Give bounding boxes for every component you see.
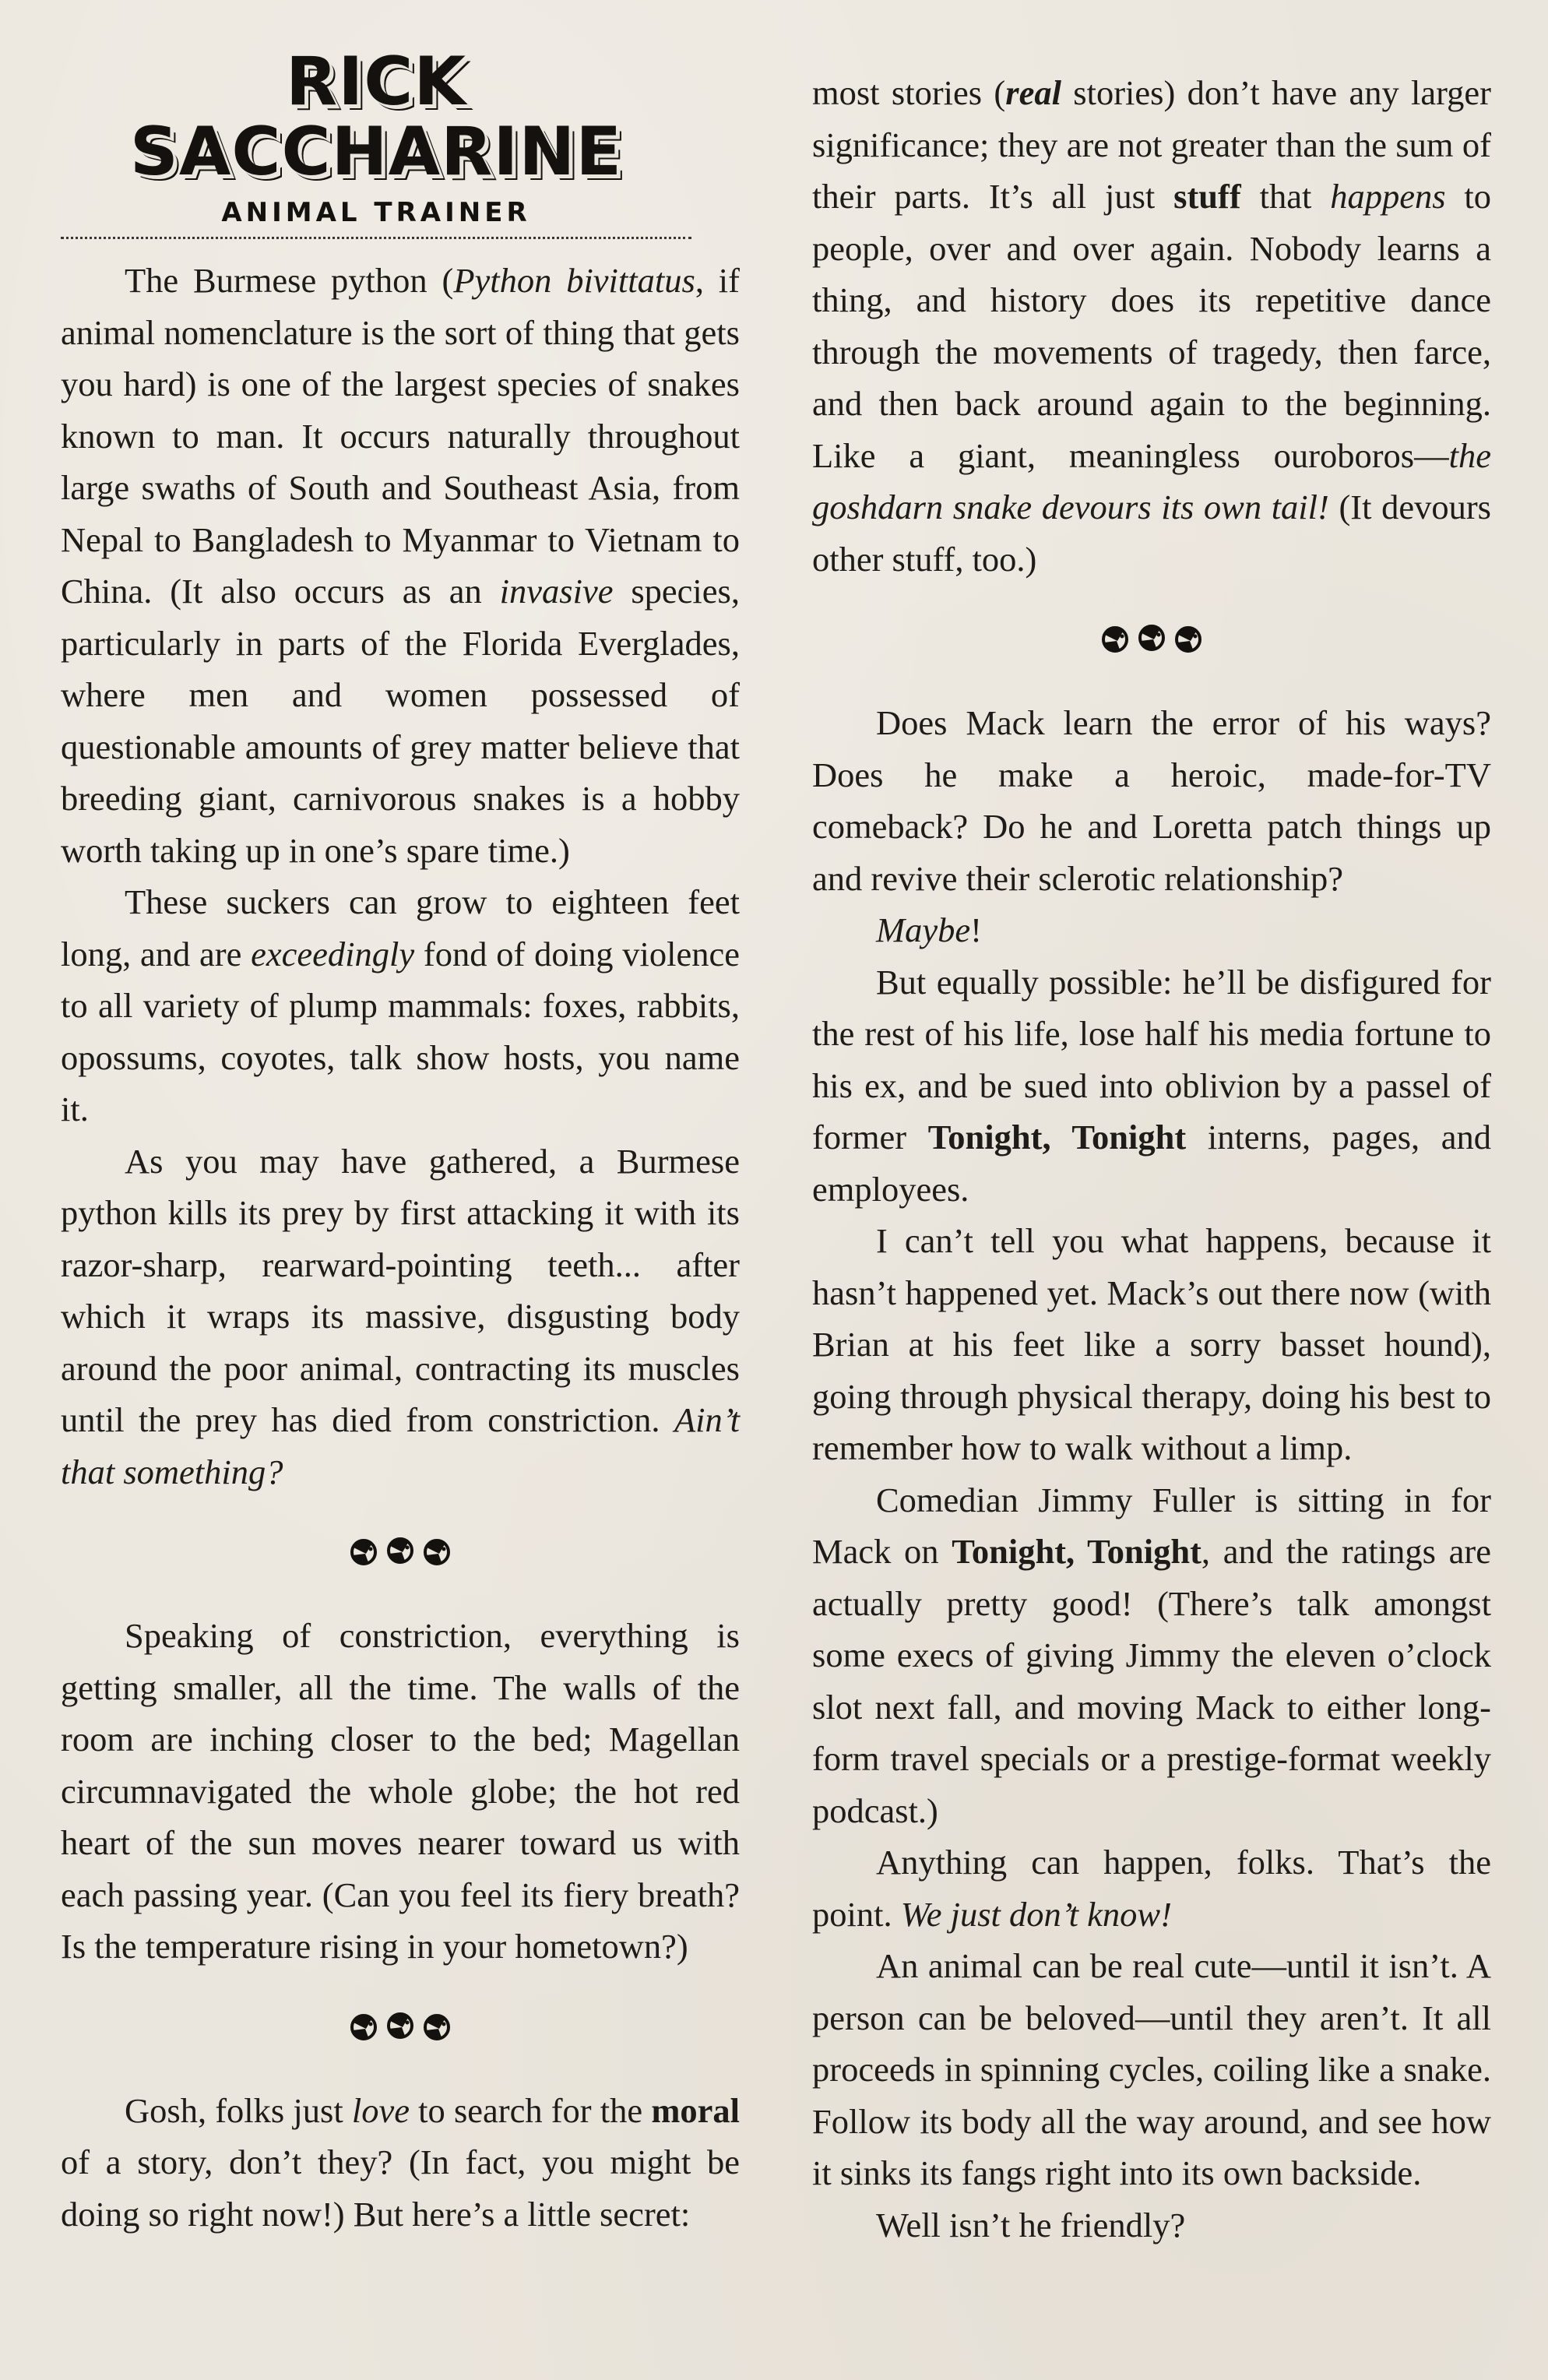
paragraph: [61, 2085, 740, 2241]
text-run: These suckers can grow to eighteen feet long, and are: [61, 882, 740, 973]
section-break-ornament-icon: [812, 619, 1491, 666]
text-run: to search for the: [410, 2090, 652, 2130]
paragraph: [812, 956, 1491, 1216]
paragraph: [812, 904, 1491, 956]
title-line-1: RICK: [286, 43, 466, 121]
text-run: (It devours other stuff, too.): [812, 488, 1491, 579]
paragraph: [812, 2199, 1491, 2251]
text-run: !: [970, 910, 982, 949]
emphasis-run: moral: [651, 2090, 741, 2130]
article-header: [61, 43, 691, 239]
emphasis-run: Maybe: [876, 910, 971, 949]
text-run: Well isn’t he friendly?: [876, 2205, 1186, 2244]
ouroboros-icon: [342, 2007, 459, 2044]
paragraph: [61, 255, 740, 876]
text-run: An animal can be real cute—until it isn’t. A person can be beloved—until they aren’t. It all proceeds in spinning cycles, coiling like a snake. Follow its body all the way around, and see how it sinks its fangs right into its own backside.: [812, 1946, 1491, 2192]
emphasis-run: We just don’t know!: [900, 1894, 1172, 1934]
ouroboros-icon: [1093, 619, 1210, 657]
text-run: Gosh, folks just: [125, 2090, 352, 2130]
text-run: species, particularly in parts of the Florida Everglades, where men and women possessed of questionable amounts of grey matter believe that breeding giant, carnivorous snakes is a hobby worth taking up in one’s spare time.): [61, 572, 740, 870]
right-column: [812, 67, 1491, 2251]
emphasis-run: Tonight, Tonight: [952, 1532, 1201, 1571]
paragraph: [812, 1215, 1491, 1474]
text-run: Does Mack learn the error of his ways? Does he make a heroic, made-for-TV comeback? Do he and Loretta patch things up and revive their sclerotic relationship?: [812, 703, 1491, 898]
byline-subtitle: ANIMAL TRAINER: [221, 197, 531, 228]
text-run: As you may have gathered, a Burmese python kills its prey by first attacking it with its razor-sharp, rearward-pointing teeth... after which it wraps its massive, disgusting body around the poor animal, contracting its muscles until the prey has died from constriction.: [61, 1141, 740, 1439]
section-break-ornament-icon: [61, 1532, 740, 1579]
text-run: Speaking of constriction, everything is getting smaller, all the time. The walls of the room are inching closer to the bed; Magellan circumnavigated the whole globe; the hot red heart of the sun moves nearer toward us with each passing year. (Can you feel its fiery breath? Is the temperature rising in your hometown?): [61, 1616, 740, 1966]
emphasis-run: Ain’t that something?: [61, 1400, 740, 1491]
paragraph: [812, 1940, 1491, 2199]
text-run: to people, over and over again. Nobody learns a thing, and history does its repetitive dance through the movements of tragedy, then farce, and then back around again to the beginning. Like a giant, meaningless ouroboros—: [812, 177, 1492, 475]
emphasis-run: stuff: [1173, 177, 1241, 216]
emphasis-run: invasive: [499, 572, 614, 611]
text-run: The Burmese python (: [125, 261, 454, 300]
text-run: Anything can happen, folks. That’s the point.: [812, 1843, 1491, 1934]
text-run: that: [1240, 177, 1331, 216]
text-run: fond of doing violence to all variety of plump mammals: foxes, rabbits, opossums, coyotes, talk show hosts, you name it.: [61, 934, 740, 1128]
paragraph: [812, 1836, 1491, 1940]
section-break-ornament-icon: [61, 2007, 740, 2054]
text-run: of a story, don’t they? (In fact, you might be doing so right now!) But here’s a little secret:: [61, 2142, 740, 2234]
ouroboros-icon: [342, 1532, 459, 1569]
emphasis-run: the goshdarn snake devours its own tail!: [812, 435, 1491, 526]
emphasis-run: real: [1005, 73, 1061, 112]
title-line-2: SACCHARINE: [129, 113, 623, 191]
paragraph: [812, 1474, 1491, 1837]
paragraph: [61, 1135, 740, 1498]
paragraph: [61, 876, 740, 1135]
text-run: But equally possible: he’ll be disfigured for the rest of his life, lose half his media fortune to his ex, and be sued into oblivion by a passel of former: [812, 962, 1491, 1157]
text-run: , if animal nomenclature is the sort of thing that gets you hard) is one of the largest species of snakes known to man. It occurs naturally throughout large swaths of South and Southeast Asia, from Nepal to Bangladesh to Myanmar to Vietnam to China. (It also occurs as an: [61, 261, 740, 611]
paragraph: [812, 67, 1491, 585]
text-run: stories) don’t have any larger significance; they are not greater than the sum of their parts. It’s all just: [812, 73, 1492, 216]
emphasis-run: exceedingly: [251, 934, 415, 973]
emphasis-run: happens: [1330, 177, 1446, 216]
text-run: interns, pages, and employees.: [812, 1118, 1492, 1209]
paragraph: [812, 697, 1491, 904]
emphasis-run: love: [351, 2090, 410, 2130]
emphasis-run: Python bivittatus: [453, 261, 695, 300]
text-run: , and the ratings are actually pretty good! (There’s talk amongst some execs of giving Jimmy the eleven o’clock slot next fall, and moving Mack to either long-form travel specials or a prestige-format weekly podcast.): [812, 1532, 1491, 1830]
paragraph: [61, 1610, 740, 1973]
text-run: Comedian Jimmy Fuller is sitting in for Mack on: [812, 1480, 1491, 1571]
dotted-divider: [61, 237, 691, 239]
text-run: most stories (: [812, 73, 1006, 112]
left-column: [61, 43, 741, 2240]
text-run: I can’t tell you what happens, because it hasn’t happened yet. Mack’s out there now (with Brian at his feet like a sorry basset hound), going through physical therapy, doing his best to remember how to walk without a limp.: [812, 1221, 1491, 1467]
emphasis-run: Tonight, Tonight: [927, 1118, 1187, 1157]
